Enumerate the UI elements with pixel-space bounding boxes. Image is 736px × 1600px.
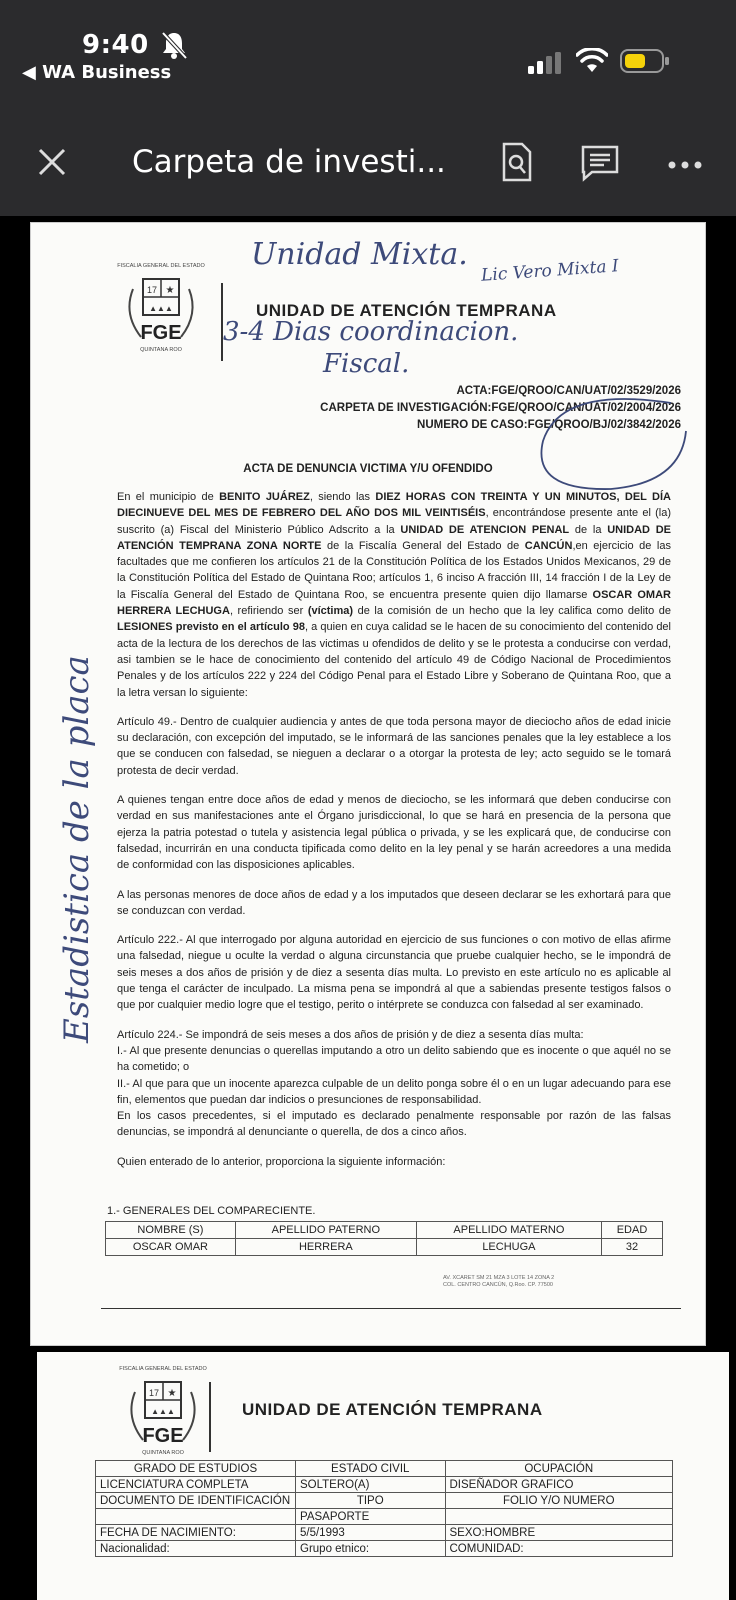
acta-title: ACTA DE DENUNCIA VICTIMA Y/U OFENDIDO bbox=[243, 463, 493, 475]
unit-header-2: UNIDAD DE ATENCIÓN TEMPRANA bbox=[242, 1400, 543, 1419]
cell-grado-value: LICENCIATURA COMPLETA bbox=[96, 1477, 296, 1493]
app-header bbox=[0, 0, 736, 216]
table-row bbox=[106, 1239, 663, 1256]
cell-empty bbox=[96, 1509, 296, 1525]
cell-sexo: SEXO:HOMBRE bbox=[445, 1525, 673, 1541]
acta-number: ACTA:FGE/QROO/CAN/UAT/02/3529/2026 bbox=[456, 385, 681, 397]
cell-nacimiento-value: 5/5/1993 bbox=[296, 1525, 446, 1541]
paragraph-minors: A quienes tengan entre doce años de edad y menos de dieciocho, se les informará que deben conducirse con verdad en sus manifestaciones ante el Órgano jurisdiccional, lo que se hará en presencia de la persona que ejerza la patria potestad o tutela y asistencia legal pública o privada, y se les explicará que, de conducirse con falsedad, incurrirán en una conducta tipificada como delito en la ley penal y se harán acreedores a una medida de conformidad con las disposiciones aplicables. bbox=[117, 794, 671, 872]
cell-folio-value bbox=[445, 1509, 673, 1525]
header-divider-2 bbox=[209, 1382, 211, 1452]
cell-edad: 32 bbox=[601, 1239, 662, 1256]
handwritten-note-days: 3-4 Dias coordinacion. bbox=[223, 317, 519, 347]
footer-address: AV. XCARET SM 21 MZA 3 LOTE 14 ZONA 2 COL. CENTRO CANCÚN, Q.Roo. CP. 77500 bbox=[443, 1275, 555, 1288]
generales-label: 1.- GENERALES DEL COMPARECIENTE. bbox=[107, 1205, 316, 1217]
svg-text:17: 17 bbox=[148, 1388, 160, 1398]
paragraph-art224: Artículo 224.- Se impondrá de seis meses a dos años de prisión y de diez a sesenta días multa: I.- Al que presente denuncias o querellas imputando a otro un delito sabiendo que es inocente o que aquél no se ha cometido; o II.- Al que para que un inocente aparezca culpable de un delito ponga sobre él o en un lugar adecuando para ese fin, elementos que puedan dar indicios o presunciones de responsabilidad. En los casos precedentes, si el imputado es declarado penalmente responsable por razón de las falsas denuncias, se impondrá al denunciante o querella, de dos a cinco años. bbox=[117, 1028, 671, 1139]
seal-fge-text-2: FGE bbox=[142, 1425, 184, 1447]
document-body bbox=[117, 489, 671, 1183]
handwritten-margin-note: Estadistica de la placa bbox=[57, 655, 97, 1043]
seal-region-text: QUINTANA ROO bbox=[140, 347, 182, 353]
svg-text:★: ★ bbox=[167, 1388, 177, 1399]
paragraph-art49: Artículo 49.- Dentro de cualquier audiencia y antes de que toda persona mayor de dieciocho años de edad inicie su declaración, con excepción del imputado, se le informará de las sanciones penales que la ley establece a los que se conducen con falsedad, se nieguen a declarar o a otorgar la protesta de ley; acto seguido se le tomará protesta de decir verdad. bbox=[117, 715, 671, 777]
seal-region-text-2: QUINTANA ROO bbox=[142, 1450, 184, 1456]
header-edad: EDAD bbox=[601, 1222, 662, 1239]
seal-fge-text: FGE bbox=[140, 322, 182, 344]
personal-data-table bbox=[95, 1460, 673, 1557]
cell-nombre: OSCAR OMAR bbox=[106, 1239, 236, 1256]
document-page-2 bbox=[37, 1352, 729, 1600]
paragraph-art222: Artículo 222.- Al que interrogado por alguna autoridad en ejercicio de sus funciones o con motivo de ellas afirme una falsedad, niegue u oculte la verdad o alguna circunstancia que pruebe cualquier hecho, se le impondrá de seis meses a dos años de prisión y de diez a sesenta días multa. Lo previsto en este artículo no es aplicable al que tenga el carácter de inculpado. La misma pena se impondrá al que a sabiendas presente testigos falsos o que por cualquier medio logre que el testigo, perito o intérprete se conduzca con falsedad al ser examinado. bbox=[117, 934, 671, 1012]
header-materno: APELLIDO MATERNO bbox=[416, 1222, 601, 1239]
generales-table bbox=[105, 1221, 663, 1256]
paragraph-under12: A las personas menores de doce años de edad y a los imputados que deseen declarar se les exhortará para que se conduzcan con verdad. bbox=[117, 888, 671, 917]
table-header-row bbox=[106, 1222, 663, 1239]
handwritten-note-lic: Lic Vero Mixta I bbox=[480, 256, 620, 286]
cell-ocupacion-value: DISEÑADOR GRAFICO bbox=[445, 1477, 673, 1493]
lens-icon[interactable] bbox=[500, 142, 534, 182]
agency-small-text: FISCALIA GENERAL DEL ESTADO bbox=[117, 263, 205, 269]
document-page-1 bbox=[30, 222, 706, 1346]
cell-paterno: HERRERA bbox=[235, 1239, 416, 1256]
status-time: 9:40 bbox=[82, 30, 149, 60]
cell-grado-label: GRADO DE ESTUDIOS bbox=[96, 1461, 296, 1477]
cell-tipo-value: PASAPORTE bbox=[296, 1509, 446, 1525]
svg-text:▲▲▲: ▲▲▲ bbox=[151, 1407, 175, 1416]
cell-civil-label: ESTADO CIVIL bbox=[296, 1461, 446, 1477]
cell-folio-label: FOLIO Y/O NUMERO bbox=[445, 1493, 673, 1509]
more-icon[interactable] bbox=[668, 160, 702, 170]
svg-text:▲▲▲: ▲▲▲ bbox=[149, 304, 173, 313]
unit-header: UNIDAD DE ATENCIÓN TEMPRANA bbox=[256, 301, 557, 320]
svg-text:17: 17 bbox=[146, 285, 158, 295]
footer-divider bbox=[101, 1308, 681, 1309]
table-row bbox=[96, 1493, 673, 1509]
cell-comunidad: COMUNIDAD: bbox=[445, 1541, 673, 1557]
table-row bbox=[96, 1477, 673, 1493]
cell-grupo-etnico: Grupo etnico: bbox=[296, 1541, 446, 1557]
handwritten-note-unit: Unidad Mixta. bbox=[251, 237, 468, 272]
cell-tipo-label: TIPO bbox=[296, 1493, 446, 1509]
close-icon[interactable] bbox=[36, 146, 68, 178]
paragraph-info: Quien enterado de lo anterior, proporciona la siguiente información: bbox=[117, 1155, 446, 1168]
table-row bbox=[96, 1541, 673, 1557]
battery-icon bbox=[620, 48, 670, 74]
cell-ocupacion-label: OCUPACIÓN bbox=[445, 1461, 673, 1477]
back-to-app-link[interactable]: ◀ WA Business bbox=[22, 62, 172, 83]
svg-text:★: ★ bbox=[165, 285, 175, 296]
table-row bbox=[96, 1461, 673, 1477]
header-paterno: APELLIDO PATERNO bbox=[235, 1222, 416, 1239]
handwritten-note-fiscal: Fiscal. bbox=[323, 349, 410, 379]
bell-off-icon bbox=[160, 30, 188, 60]
table-row bbox=[96, 1525, 673, 1541]
cell-materno: LECHUGA bbox=[416, 1239, 601, 1256]
cell-nacimiento-label: FECHA DE NACIMIENTO: bbox=[96, 1525, 296, 1541]
header-nombre: NOMBRE (S) bbox=[106, 1222, 236, 1239]
signal-icon bbox=[528, 52, 562, 74]
document-title: Carpeta de investi... bbox=[132, 144, 446, 180]
paragraph-intro: En el municipio de BENITO JUÁREZ, siendo las DIEZ HORAS CON TREINTA Y UN MINUTOS, DEL DÍA DIECINUEVE DEL MES DE FEBRERO DEL AÑO DOS MIL VEINTISÉIS, encontrándose presente ante el (la) suscrito (a) Fiscal del Ministerio Público Adscrito a la UNIDAD DE ATENCION PENAL de la UNIDAD DE ATENCIÓN TEMPRANA ZONA NORTE de la Fiscalía General del Estado de CANCÚN,en ejercicio de las facultades que me confieren los artículos 21 de la Constitución Política de los Estados Unidos Mexicanos, 29 de la Constitución Política del Estado de Quintana Roo; artículos 1, 6 inciso A fracción III, 14 fracción I de la Ley de la Fiscalía General del Estado de Quintana Roo, se encuentra presente quien dijo llamarse OSCAR OMAR HERRERA LECHUGA, refiriendo ser (víctima) de la comisión de un hecho que la ley califica como delito de LESIONES previsto en el artículo 98, a quien en cuya calidad se le hacen de su conocimiento del contenido del acta de la lectura de los derechos de las victimas u ofendidos de delito y se le protesta a conducirse con verdad, asi tambien se le hace de conocimiento del contenido del artículo 49 de Código Nacional de Procedimientos Penales y de los artículos 222 y 224 del Código Penal para el Estado Libre y Soberano de Quintana Roo, que a la letra versan lo siguiente: bbox=[117, 491, 672, 699]
carpeta-number: CARPETA DE INVESTIGACIÓN:FGE/QROO/CAN/UAT/02/2004/2026 bbox=[320, 402, 681, 414]
cell-civil-value: SOLTERO(A) bbox=[296, 1477, 446, 1493]
agency-small-text-2: FISCALIA GENERAL DEL ESTADO bbox=[119, 1366, 207, 1372]
case-number: NUMERO DE CASO:FGE/QROO/BJ/02/3842/2026 bbox=[417, 419, 681, 431]
wifi-icon bbox=[576, 48, 608, 74]
table-row bbox=[96, 1509, 673, 1525]
cell-nacionalidad: Nacionalidad: bbox=[96, 1541, 296, 1557]
cell-documento-label: DOCUMENTO DE IDENTIFICACIÓN bbox=[96, 1493, 296, 1509]
handwritten-circle bbox=[521, 391, 691, 501]
fge-seal-logo bbox=[115, 259, 207, 377]
notes-icon[interactable] bbox=[580, 144, 620, 182]
